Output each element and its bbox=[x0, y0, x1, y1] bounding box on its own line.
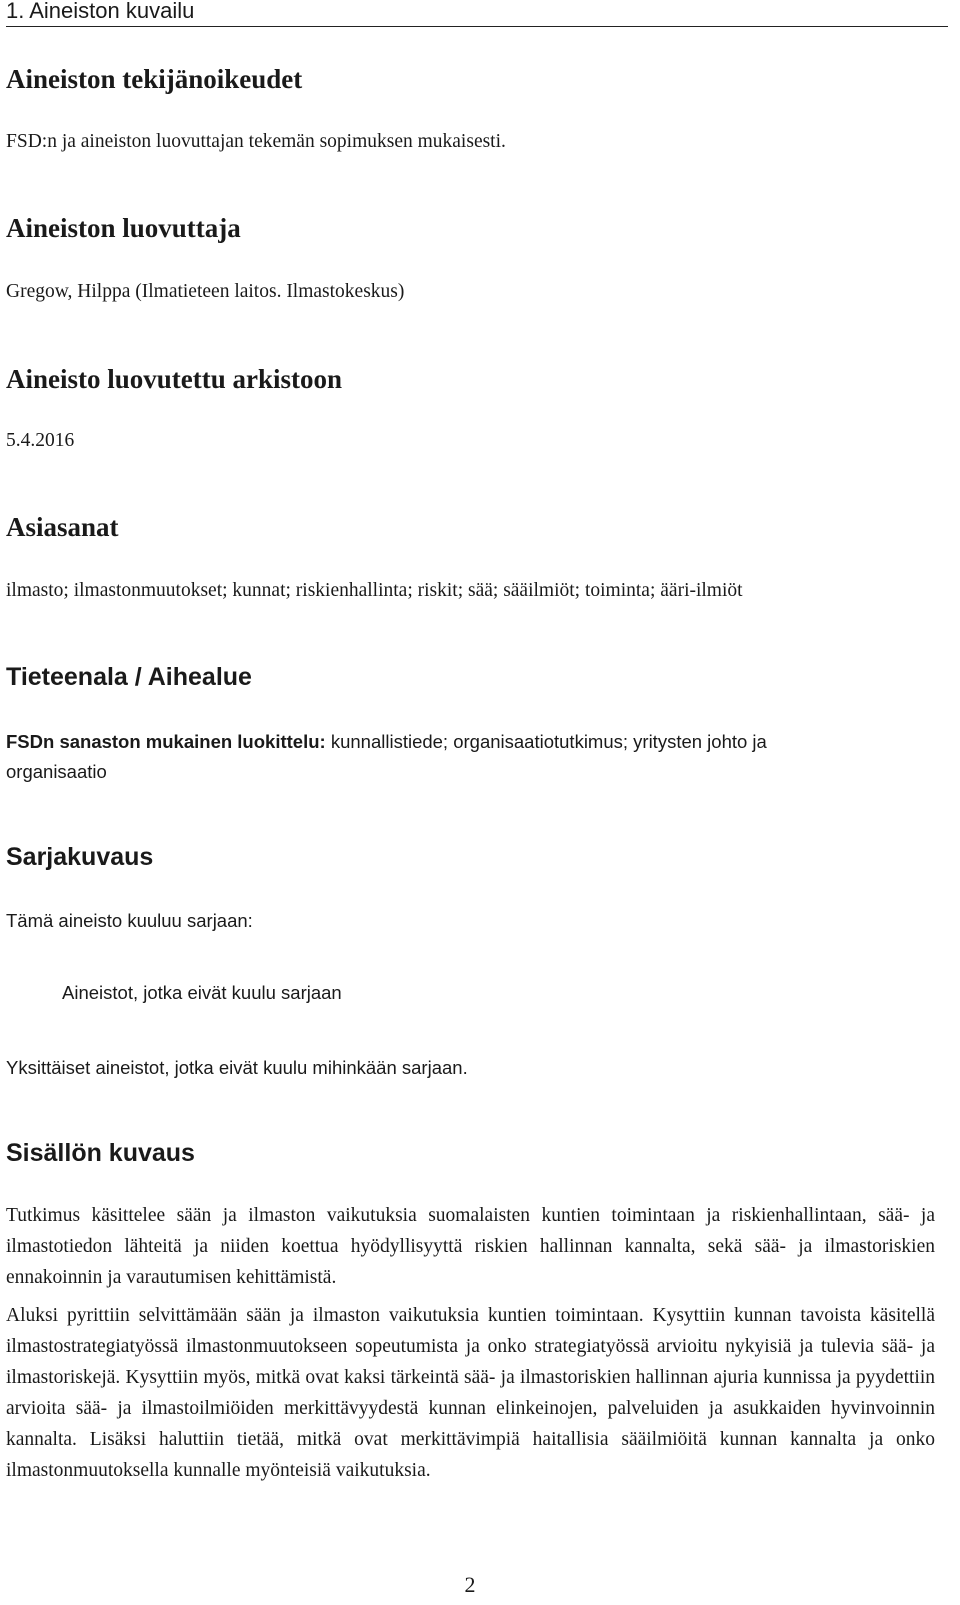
copyright-text: FSD:n ja aineiston luovuttajan tekemän sopimuksen mukaisesti. bbox=[6, 131, 506, 152]
series-intro: Tämä aineisto kuuluu sarjaan: bbox=[6, 910, 253, 931]
series-name: Aineistot, jotka eivät kuulu sarjaan bbox=[62, 982, 342, 1003]
series-heading: Sarjakuvaus bbox=[6, 843, 154, 871]
field-label: FSDn sanaston mukainen luokittelu: bbox=[6, 731, 326, 752]
content-paragraph-2: Aluksi pyrittiin selvittämään sään ja ilmaston vaikutuksia kuntien toimintaan. Kysyttiin kunnan tavoista käsitellä ilmastostrategiatyössä ilmastonmuutokseen sopeutumista ja onko strategiatyössä arvioitu nykyisiä ja tulevia sää- ja ilmastoriskejä. Kysyttiin myös, mitkä ovat kaksi tärkeintä sää- ja ilmastoriskien hallinnan ajuria kunnissa ja pyydettiin arvioita sää- ja ilmastoilmiöiden merkittävyydestä kunnan elinkeinojen, palveluiden ja asukkaiden hyvinvoinnin kannalta. Lisäksi haluttiin tietää, mitkä ovat merkittävimpiä haitallisia sääilmiöitä kunnan kannalta ja onko ilmastonmuutoksella kunnalle myönteisiä vaikutuksia. bbox=[6, 1305, 935, 1481]
keywords-heading: Asiasanat bbox=[6, 512, 119, 542]
archived-date: 5.4.2016 bbox=[6, 430, 75, 451]
depositor-text: Gregow, Hilppa (Ilmatieteen laitos. Ilmastokeskus) bbox=[6, 281, 405, 302]
archived-heading: Aineisto luovutettu arkistoon bbox=[6, 364, 343, 394]
field-classification bbox=[6, 731, 767, 753]
series-description: Yksittäiset aineistot, jotka eivät kuulu mihinkään sarjaan. bbox=[6, 1057, 468, 1078]
field-heading: Tieteenala / Aihealue bbox=[6, 663, 252, 691]
content-paragraph-1: Tutkimus käsittelee sään ja ilmaston vaikutuksia suomalaisten kuntien toimintaan ja riskienhallintaan, sää- ja ilmastotiedon lähteitä ja niiden koettua hyödyllisyyttä riskien hallinnan kannalta, sekä sää- ja ilmastoriskien ennakoinnin ja varautumisen kehittämistä. bbox=[6, 1205, 935, 1288]
field-line1: kunnallistiede; organisaatiotutkimus; yritysten johto ja bbox=[325, 731, 767, 752]
content-heading: Sisällön kuvaus bbox=[6, 1139, 195, 1167]
field-line2: organisaatio bbox=[6, 761, 107, 782]
section-header: 1. Aineiston kuvailu bbox=[6, 0, 948, 27]
page-number: 2 bbox=[464, 1572, 476, 1597]
keywords-text: ilmasto; ilmastonmuutokset; kunnat; riskienhallinta; riskit; sää; sääilmiöt; toiminta; ääri-ilmiöt bbox=[6, 580, 743, 601]
copyright-heading: Aineiston tekijänoikeudet bbox=[6, 64, 303, 94]
depositor-heading: Aineiston luovuttaja bbox=[6, 213, 241, 243]
